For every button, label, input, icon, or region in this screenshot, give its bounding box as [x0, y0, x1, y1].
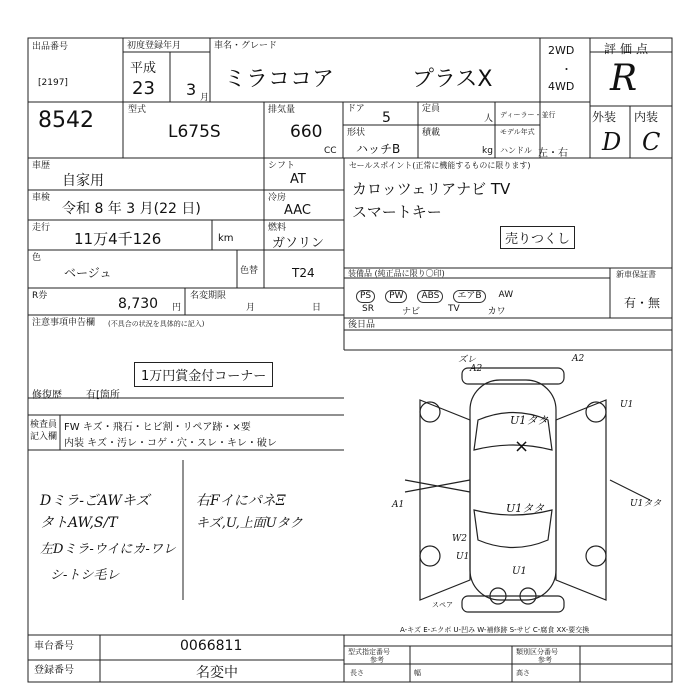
- model-year-label: モデル年式: [500, 128, 535, 136]
- kg-unit: kg: [482, 146, 493, 156]
- dim-length: 長さ: [350, 669, 364, 677]
- ac: AAC: [284, 203, 311, 218]
- mark-u1tata-hood: U1タタ: [510, 414, 549, 427]
- fuel-label: 燃料: [268, 223, 287, 233]
- shift: AT: [290, 172, 306, 187]
- color-no-label: 色替: [240, 266, 259, 276]
- int-grade: C: [642, 128, 661, 156]
- check-row2: 内装 キズ・汚レ・コゲ・穴・スレ・キレ・破レ: [64, 438, 277, 449]
- shift-label: シフト: [268, 161, 296, 171]
- equip-aw: AW: [498, 290, 514, 300]
- ref-label-2: 類別区分番号: [516, 648, 558, 656]
- equip-pw: PW: [385, 290, 407, 303]
- notes-sub: (不具合の状況を具体的に記入): [108, 320, 205, 328]
- repair-value: 有[箇所: [86, 390, 120, 401]
- car-name: ミラココア: [224, 67, 335, 92]
- cc-unit: CC: [324, 146, 337, 156]
- model: L675S: [168, 122, 221, 142]
- new-warranty-label: 新車保証書: [616, 270, 656, 279]
- month: 3: [186, 80, 197, 99]
- history-label: 車歴: [32, 161, 51, 171]
- inspection: 令和 8 年 3 月(22 日): [62, 201, 201, 217]
- hand-note-6: シ-トシ毛レ: [50, 568, 120, 583]
- sales-stamp: 売りつくし: [500, 226, 575, 249]
- chassis-number: 0066811: [180, 638, 243, 654]
- reg-label: 登録番号: [34, 665, 74, 676]
- equip-tv: TV: [447, 304, 460, 314]
- reg-value: 名変中: [196, 665, 238, 681]
- notes-stamp: 1万円賞金付コーナー: [134, 362, 273, 387]
- displacement-label: 排気量: [268, 105, 296, 115]
- lot-sub: [2197]: [38, 78, 68, 88]
- model-label: 型式: [128, 105, 147, 115]
- dealer-label: ディーラー・並行: [500, 111, 556, 119]
- color-no: T24: [292, 266, 315, 280]
- ref-sub-2: 参考: [538, 656, 552, 664]
- lot-number: 8542: [38, 108, 94, 133]
- chassis-label: 車台番号: [34, 641, 74, 652]
- equip-airbag: エアB: [453, 290, 485, 303]
- yen-unit: 円: [172, 303, 182, 313]
- hand-note-4: キズ,U,上面Uタク: [196, 516, 303, 531]
- mark-u1-rear: U1: [512, 566, 527, 577]
- mark-spare: スペア: [432, 601, 453, 609]
- inspection-label: 車検: [32, 193, 51, 203]
- handle-value: 左・右: [538, 148, 568, 159]
- equip-sr: SR: [362, 304, 374, 314]
- ac-label: 冷房: [268, 193, 287, 203]
- load-label: 積載: [422, 128, 441, 138]
- equip-label: 装備品 (純正品に限り〇印): [348, 269, 445, 278]
- fuel: ガソリン: [272, 236, 325, 251]
- mileage: 11万4千126: [74, 230, 162, 248]
- deadline-label: 名変期限: [190, 291, 227, 301]
- rear-items-label: 後日品: [348, 320, 376, 330]
- person-unit: 人: [484, 114, 494, 124]
- hand-note-3: タトAW,S/T: [40, 515, 118, 531]
- mark-u1tata-side: U1タタ: [630, 499, 662, 509]
- sales-line1: カロッツェリアナビ TV: [352, 180, 511, 198]
- sales-label: セールスポイント(正常に機能するものに限ります): [349, 161, 531, 170]
- notes-label: 注意事項申告欄: [32, 318, 96, 328]
- int-label: 内装: [634, 110, 659, 124]
- shape-label: 形状: [347, 128, 366, 138]
- dim-width: 幅: [414, 669, 421, 677]
- color: ベージュ: [64, 266, 112, 280]
- mark-u1-left: U1: [456, 552, 470, 562]
- ext-grade: D: [602, 128, 622, 156]
- hand-note-2: 右FイにパネΞ: [196, 493, 286, 509]
- era: 平成: [130, 61, 157, 76]
- ext-label: 外装: [592, 110, 617, 124]
- ref-sub-1: 参考: [370, 656, 384, 664]
- new-warranty-value: 有・無: [624, 296, 661, 310]
- equip-row1: [356, 290, 606, 303]
- drive-4wd: 4WD: [548, 80, 575, 93]
- equip-row2: [362, 304, 602, 317]
- mark-a2-left: A2: [470, 364, 483, 374]
- grade: プラスX: [412, 67, 493, 92]
- recycle-label: R券: [32, 291, 48, 301]
- hand-note-1: Dミラ-ごAWキズ: [40, 493, 150, 509]
- name-label: 車名・グレード: [214, 41, 278, 51]
- equip-abs: ABS: [417, 290, 443, 303]
- mark-zure: ズレ: [458, 355, 477, 365]
- dim-height: 高さ: [516, 669, 530, 677]
- ref-label-1: 型式指定番号: [348, 648, 390, 656]
- check-row1: FW キズ・飛石・ヒビ割・リペア跡・×要: [64, 422, 251, 433]
- entry-label: 記入欄: [30, 432, 58, 442]
- history: 自家用: [62, 173, 104, 189]
- equip-navi: ナビ: [401, 307, 420, 317]
- year: 23: [132, 78, 155, 99]
- km-unit: km: [218, 233, 234, 244]
- legend: A-キズ E-エクボ U-凹み W-補修跡 S-サビ C-腐食 XX-要交換: [400, 626, 590, 634]
- deadline-day: 日: [312, 303, 322, 313]
- color-label: 色: [32, 253, 42, 263]
- score-label: 評価点: [604, 42, 653, 56]
- drive-sep: ・: [561, 63, 572, 76]
- shape: ハッチB: [356, 142, 401, 156]
- mark-w2: W2: [452, 534, 467, 544]
- mark-x-roof: ×: [514, 436, 530, 457]
- drive-2wd: 2WD: [548, 44, 575, 57]
- displacement: 660: [290, 122, 323, 142]
- month-unit: 月: [200, 93, 210, 103]
- mark-a2-right: A2: [572, 354, 585, 364]
- equip-leather: カワ: [487, 307, 506, 317]
- mark-a1: A1: [392, 500, 405, 510]
- equip-ps: PS: [356, 290, 375, 303]
- inspector-label: 検査員: [30, 420, 58, 430]
- sales-line2: スマートキー: [352, 203, 442, 221]
- hand-note-5: 左Dミラ-ウイにカ-ワレ: [40, 542, 176, 557]
- doors: 5: [382, 110, 391, 126]
- mileage-label: 走行: [32, 223, 51, 233]
- mark-u1-right: U1: [620, 400, 634, 410]
- door-label: ドア: [347, 104, 365, 114]
- lot-label: 出品番号: [32, 42, 69, 52]
- score: R: [610, 58, 638, 99]
- mark-u1tata-center: U1タタ: [506, 502, 545, 515]
- capacity-label: 定員: [422, 104, 441, 114]
- first-reg-label: 初度登録年月: [127, 41, 182, 51]
- recycle: 8,730: [118, 296, 159, 312]
- handle-label: ハンドル: [500, 146, 532, 155]
- deadline-month: 月: [246, 303, 256, 313]
- repair-label: 修復歴: [32, 390, 62, 401]
